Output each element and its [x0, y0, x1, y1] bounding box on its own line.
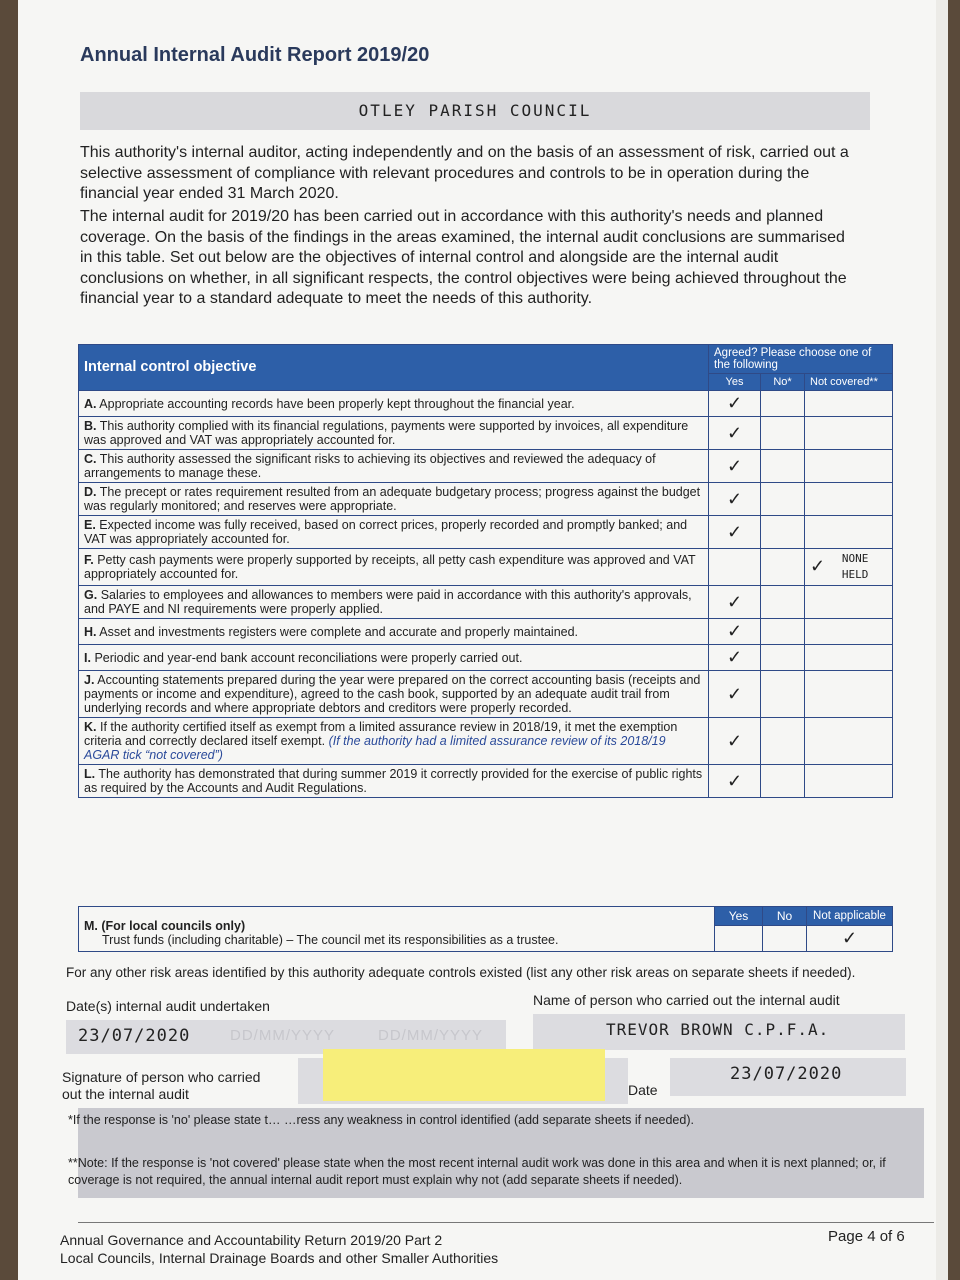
table-row: [79, 671, 893, 718]
objective-cell: [79, 483, 709, 516]
objective-text: Accounting statements prepared during the year were prepared on the correct accounting basis (receipts and payments or income and expenditure), agreed to the cash book, supported by an adequate audit trail from underlying records and where appropriate debtors and creditors were properly recorded.: [84, 673, 701, 715]
not-covered-cell[interactable]: [805, 765, 893, 798]
objective-text: If the authority certified itself as exempt from a limited assurance review in 2018/19, it met the exemption criteria and correctly declared itself exempt.: [84, 720, 678, 748]
no-cell[interactable]: [761, 645, 805, 671]
handwritten-note: NONE HELD: [841, 552, 869, 581]
not-covered-cell[interactable]: [805, 549, 893, 586]
objective-letter: F.: [84, 553, 94, 567]
no-cell[interactable]: [761, 549, 805, 586]
check-mark-icon: ✓: [726, 647, 743, 668]
no-cell[interactable]: [761, 417, 805, 450]
not-covered-cell[interactable]: [805, 619, 893, 645]
objective-text: This authority complied with its financial regulations, payments were supported by invoices, all expenditure was approved and VAT was appropriately accounted for.: [84, 419, 689, 447]
not-covered-cell[interactable]: [805, 645, 893, 671]
objective-letter: A.: [84, 396, 97, 411]
check-mark-icon: ✓: [726, 455, 743, 477]
no-cell[interactable]: [761, 619, 805, 645]
yes-header: Yes: [709, 374, 761, 391]
objective-text: This authority assessed the significant risks to achieving its objectives and reviewed the adequacy of arrangements to manage these.: [84, 452, 656, 480]
check-mark-icon: ✓: [841, 928, 858, 949]
objective-letter: H.: [84, 624, 97, 639]
objective-letter: C.: [84, 452, 97, 466]
date-label: Date: [628, 1082, 658, 1098]
row-m-text: Trust funds (including charitable) – The council met its responsibilities as a trustee.: [102, 933, 559, 947]
note-no: *If the response is 'no' please state t… …ress any weakness in control identified (add separate sheets if needed).: [68, 1113, 694, 1127]
objective-cell: [79, 671, 709, 718]
note-not-covered: **Note: If the response is 'not covered' please state when the most recent internal audit work was done in this area and when it is next planned; or, if coverage is not required, the annual internal audit report must explain why not (add separate sheets if needed).: [68, 1156, 886, 1187]
no-header: No*: [761, 374, 805, 391]
row-m-heading: M. (For local councils only): [84, 919, 246, 933]
page-number: Page 4 of 6: [828, 1228, 905, 1245]
objective-letter: D.: [84, 485, 97, 499]
table-row: [79, 765, 893, 798]
objective-letter: I.: [84, 650, 91, 665]
name-label: Name of person who carried out the internal audit: [533, 992, 840, 1008]
objective-cell: [79, 549, 709, 586]
table-row: [79, 516, 893, 549]
not-covered-cell[interactable]: [805, 671, 893, 718]
m-yes-cell[interactable]: [715, 926, 763, 952]
auditor-name-value: TREVOR BROWN C.P.F.A.: [606, 1020, 830, 1039]
objective-text: Periodic and year-end bank account reconciliations were properly carried out.: [94, 650, 523, 665]
dates-label: Date(s) internal audit undertaken: [66, 998, 270, 1014]
no-cell[interactable]: [761, 586, 805, 619]
audit-report-page: [18, 0, 936, 1280]
table-row: [79, 619, 893, 645]
objective-letter: E.: [84, 518, 96, 532]
no-cell[interactable]: [761, 718, 805, 765]
objective-letter: K.: [84, 720, 97, 734]
check-mark-icon: ✓: [726, 422, 743, 444]
yes-cell[interactable]: [709, 391, 761, 417]
no-cell[interactable]: [761, 516, 805, 549]
footer-divider: [78, 1222, 934, 1223]
objective-cell: [79, 516, 709, 549]
no-cell[interactable]: [761, 483, 805, 516]
objective-header: Internal control objective: [79, 345, 709, 391]
not-covered-cell[interactable]: [805, 417, 893, 450]
council-name: OTLEY PARISH COUNCIL: [358, 101, 592, 120]
check-mark-icon: ✓: [726, 730, 743, 752]
no-cell[interactable]: [761, 671, 805, 718]
yes-cell[interactable]: [709, 645, 761, 671]
yes-cell[interactable]: [709, 450, 761, 483]
objective-text: Expected income was fully received, based on correct prices, properly recorded and promptly banked; and VAT was appropriately accounted for.: [84, 518, 688, 546]
redaction-box: [323, 1049, 605, 1101]
no-cell[interactable]: [761, 391, 805, 417]
yes-cell[interactable]: [709, 549, 761, 586]
objective-cell: [79, 391, 709, 417]
table-row: [79, 391, 893, 417]
no-cell[interactable]: [761, 450, 805, 483]
report-title: Annual Internal Audit Report 2019/20: [80, 44, 430, 66]
objective-letter: L.: [84, 767, 96, 781]
m-no-header: No: [763, 907, 807, 926]
yes-cell[interactable]: [709, 671, 761, 718]
not-covered-cell[interactable]: [805, 391, 893, 417]
table-row: [79, 549, 893, 586]
yes-cell[interactable]: [709, 417, 761, 450]
check-mark-icon: ✓: [726, 621, 743, 642]
m-na-cell[interactable]: [807, 926, 893, 952]
table-row: [79, 645, 893, 671]
objective-cell: [79, 619, 709, 645]
intro-paragraph-1: This authority's internal auditor, acting independently and on the basis of an assessment of risk, carried out a selective assessment of compliance with relevant procedures and controls to be in operation during the financial year ended 31 March 2020.: [80, 144, 849, 202]
objective-letter: G.: [84, 588, 98, 602]
objective-text: Appropriate accounting records have been properly kept throughout the financial year.: [99, 396, 575, 411]
table-row: [79, 450, 893, 483]
footer-line-1: Annual Governance and Accountability Return 2019/20 Part 2: [60, 1232, 443, 1248]
table-row: [79, 417, 893, 450]
table-row: [79, 483, 893, 516]
objective-text: Asset and investments registers were complete and accurate and properly maintained.: [99, 624, 579, 639]
signature-label: Signature of person who carried out the internal audit: [62, 1069, 261, 1102]
check-mark-icon: ✓: [726, 393, 743, 414]
yes-cell[interactable]: [709, 516, 761, 549]
date-value: 23/07/2020: [78, 1026, 191, 1046]
objective-cell: [79, 586, 709, 619]
check-mark-icon: ✓: [726, 683, 743, 705]
table-row: [79, 718, 893, 765]
objective-cell: [79, 765, 709, 798]
not-covered-cell[interactable]: [805, 450, 893, 483]
objective-letter: B.: [84, 419, 97, 433]
objective-italic-note: (If the authority had a limited assurance review of its 2018/19 AGAR tick “not covered”): [84, 734, 666, 762]
signed-date-value: 23/07/2020: [730, 1064, 843, 1084]
m-na-header: Not applicable: [807, 907, 893, 926]
yes-cell[interactable]: [709, 718, 761, 765]
trust-funds-table: [78, 906, 893, 952]
no-cell[interactable]: [761, 765, 805, 798]
table-row: [79, 586, 893, 619]
council-name-field[interactable]: [80, 92, 870, 130]
yes-cell[interactable]: [709, 483, 761, 516]
internal-control-table: [78, 344, 893, 798]
yes-cell[interactable]: [709, 619, 761, 645]
check-mark-icon: ✓: [726, 770, 743, 792]
not-covered-cell[interactable]: [805, 718, 893, 765]
m-yes-header: Yes: [715, 907, 763, 926]
objective-cell: [79, 718, 709, 765]
date-placeholder-2: DD/MM/YYYY: [378, 1027, 484, 1044]
objective-text: The authority has demonstrated that during summer 2019 it correctly provided for the exercise of public rights as required by the Accounts and Audit Regulations.: [84, 767, 703, 795]
check-mark-icon: ✓: [726, 521, 743, 543]
intro-paragraph-2: The internal audit for 2019/20 has been carried out in accordance with this authority's needs and planned coverage. On the basis of the findings in the areas examined, the internal audit conclusions are summarised in this table. Set out below are the objectives of internal control and alongside are the internal audit conclusions on whether, in all significant respects, the control objectives were being achieved throughout the financial year to a standard adequate to meet the needs of this authority.: [80, 208, 847, 307]
other-risks-text: For any other risk areas identified by this authority adequate controls existed (list any other risk areas on separate sheets if needed).: [66, 965, 856, 980]
check-mark-icon: ✓: [810, 556, 826, 577]
objective-letter: J.: [84, 673, 95, 687]
footer-line-2: Local Councils, Internal Drainage Boards and other Smaller Authorities: [60, 1250, 499, 1266]
objective-cell: [79, 450, 709, 483]
not-covered-cell[interactable]: [805, 586, 893, 619]
yes-cell[interactable]: [709, 765, 761, 798]
objective-cell: [79, 417, 709, 450]
objective-cell: [79, 645, 709, 671]
objective-text: Petty cash payments were properly supported by receipts, all petty cash expenditure was approved and VAT appropriately accounted for.: [84, 553, 696, 581]
not-covered-cell[interactable]: [805, 483, 893, 516]
objective-text: Salaries to employees and allowances to members were paid in accordance with this authority's approvals, and PAYE and NI requirements were properly applied.: [84, 588, 692, 616]
trust-funds-cell: [79, 907, 715, 952]
yes-cell[interactable]: [709, 586, 761, 619]
date-placeholder-1: DD/MM/YYYY: [230, 1027, 336, 1044]
check-mark-icon: ✓: [726, 591, 743, 613]
not-covered-cell[interactable]: [805, 516, 893, 549]
agreed-header: Agreed? Please choose one of the following: [709, 345, 893, 374]
m-no-cell[interactable]: [763, 926, 807, 952]
not-covered-header: Not covered**: [805, 374, 893, 391]
check-mark-icon: ✓: [726, 488, 743, 510]
objective-text: The precept or rates requirement resulted from an adequate budgetary process; progress against the budget was regularly monitored; and reserves were appropriate.: [84, 485, 701, 513]
